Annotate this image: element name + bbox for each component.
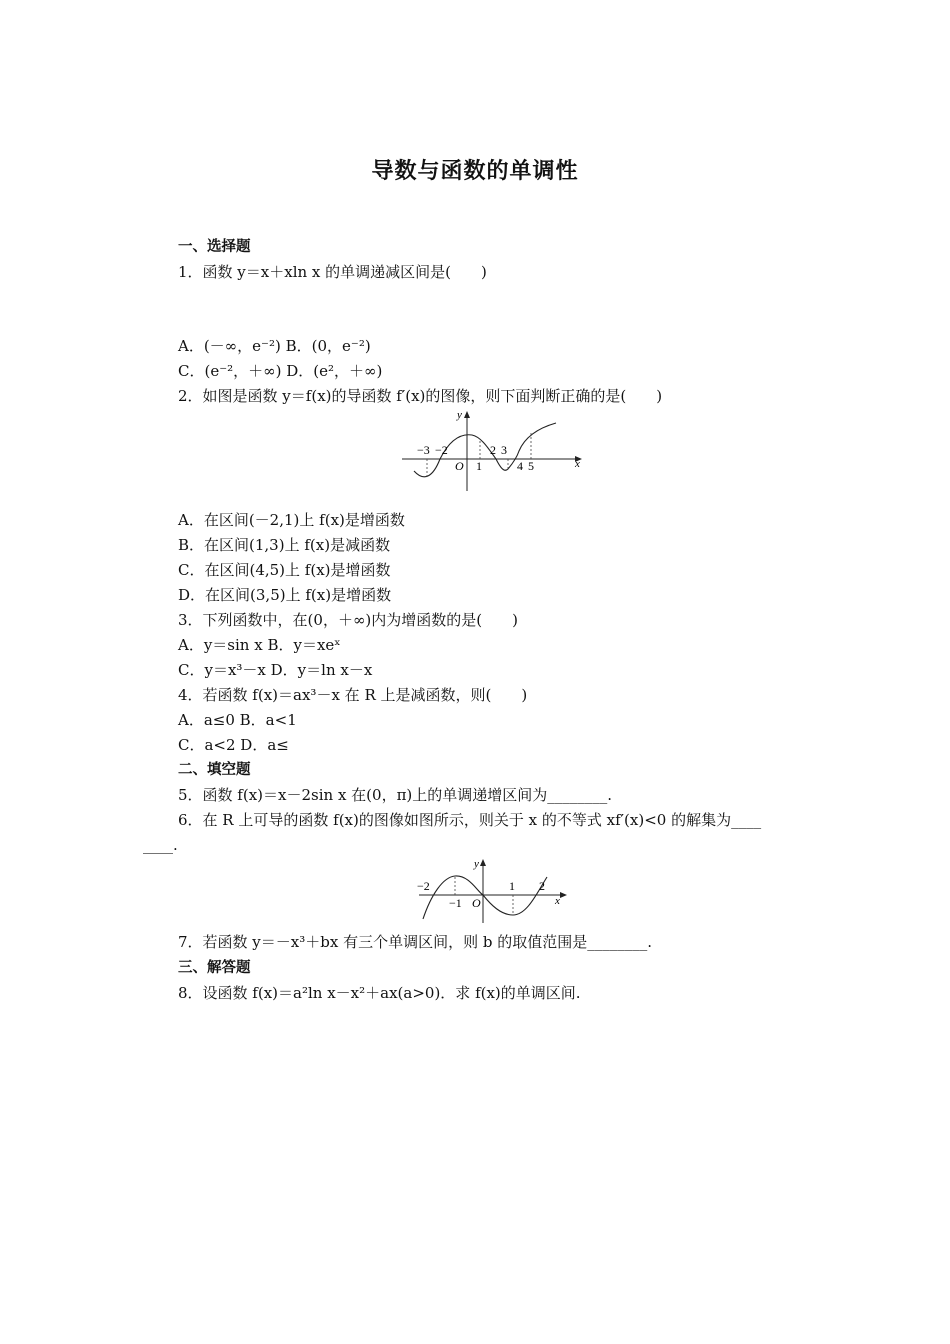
tick-label-neg2: −2 <box>417 879 430 893</box>
y-axis-arrow <box>464 411 470 418</box>
tick-label-5: 5 <box>528 459 534 473</box>
question-4-options-cd: C．a<2 D．a≤ <box>178 736 289 754</box>
function-curve <box>423 876 547 919</box>
tick-label-2: 2 <box>539 879 545 893</box>
question-3-options-ab: A．y＝sin x B．y＝xeˣ <box>178 636 341 654</box>
tick-label-1: 1 <box>476 459 482 473</box>
origin-label: O <box>455 459 464 473</box>
question-1-options-ab: A．(－∞，e⁻²) B．(0，e⁻²) <box>178 337 371 355</box>
tick-label-2: 2 <box>490 443 496 457</box>
tick-label-3: 3 <box>501 443 507 457</box>
question-5-stem: 5．函数 f(x)＝x－2sin x 在(0，π)上的单调递增区间为________. <box>178 786 613 804</box>
tick-label-1: 1 <box>509 879 515 893</box>
question-7-stem: 7．若函数 y＝－x³＋bx 有三个单调区间，则 b 的取值范围是________. <box>178 933 652 951</box>
question-4-options-ab: A．a≤0 B．a<1 <box>178 711 297 729</box>
function-graph-figure <box>413 855 573 925</box>
question-2-option-b: B．在区间(1,3)上 f(x)是减函数 <box>178 536 391 554</box>
tick-label-neg3: −3 <box>417 443 430 457</box>
origin-label: O <box>472 896 481 910</box>
tick-label-4: 4 <box>517 459 523 473</box>
y-axis-arrow <box>480 859 486 866</box>
x-axis-arrow <box>560 892 567 898</box>
x-axis-label: x <box>575 458 580 470</box>
page-title: 导数与函数的单调性 <box>371 159 579 184</box>
question-2-stem: 2．如图是函数 y＝f(x)的导函数 f′(x)的图像，则下面判断正确的是( ) <box>178 387 663 405</box>
question-4-stem: 4．若函数 f(x)＝ax³－x 在 R 上是减函数，则( ) <box>178 686 528 704</box>
question-1-stem: 1．函数 y＝x＋xln x 的单调递减区间是( ) <box>178 263 487 281</box>
derivative-graph-figure <box>400 407 590 493</box>
question-3-stem: 3．下列函数中，在(0，＋∞)内为增函数的是( ) <box>178 611 518 629</box>
question-2-option-a: A．在区间(－2,1)上 f(x)是增函数 <box>178 511 405 529</box>
x-axis-label: x <box>555 895 560 907</box>
tick-label-neg2: −2 <box>435 443 448 457</box>
tick-label-neg1: −1 <box>449 896 462 910</box>
question-1-options-cd: C．(e⁻²，＋∞) D．(e²，＋∞) <box>178 362 383 380</box>
section-heading-fill: 二、填空题 <box>178 762 251 778</box>
section-heading-choice: 一、选择题 <box>178 239 251 255</box>
y-axis-label: y <box>457 409 462 421</box>
question-2-option-d: D．在区间(3,5)上 f(x)是增函数 <box>178 586 392 604</box>
question-6-stem: 6．在 R 上可导的函数 f(x)的图像如图所示，则关于 x 的不等式 xf′(x)<0 的解集为____ <box>178 811 762 829</box>
question-8-stem: 8．设函数 f(x)＝a²ln x－x²＋ax(a>0)．求 f(x)的单调区间. <box>178 984 581 1002</box>
question-3-options-cd: C．y＝x³－x D．y＝ln x－x <box>178 661 373 679</box>
y-axis-label: y <box>474 858 479 870</box>
question-2-option-c: C．在区间(4,5)上 f(x)是增函数 <box>178 561 391 579</box>
section-heading-answer: 三、解答题 <box>178 960 251 976</box>
question-6-stem-continued: ____. <box>143 836 178 854</box>
